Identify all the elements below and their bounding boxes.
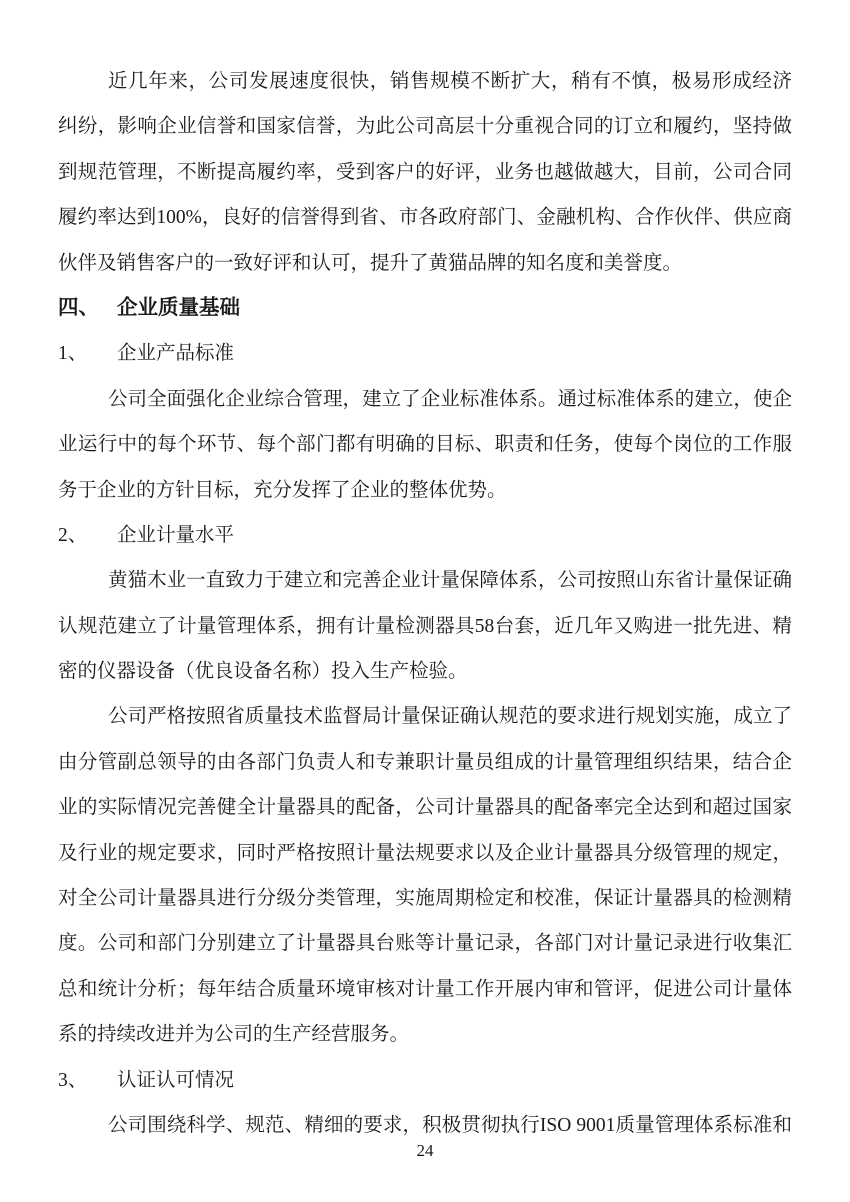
paragraph-line: 由分管副总领导的由各部门负责人和专兼职计量员组成的计量管理组织结果，结合企 [58,751,792,773]
paragraph-line: 密的仪器设备（优良设备名称）投入生产检验。 [58,661,468,683]
heading-title: 企业质量基础 [117,296,240,319]
subheading-row [58,331,792,376]
subheading-number: 3、 [58,1069,88,1091]
document-body [58,59,792,1148]
subheading-title: 企业产品标准 [117,343,235,365]
paragraph-line: 公司围绕科学、规范、精细的要求，积极贯彻执行ISO 9001质量管理体系标准和 [108,1114,792,1136]
paragraph-line: 对全公司计量器具进行分级分类管理，实施周期检定和校准，保证计量器具的检测精 [58,888,792,910]
paragraph-line: 业的实际情况完善健全计量器具的配备，公司计量器具的配备率完全达到和超过国家 [58,797,792,819]
paragraph-line: 业运行中的每个环节、每个部门都有明确的目标、职责和任务，使每个岗位的工作服 [58,434,792,456]
paragraph-line: 公司全面强化企业综合管理，建立了企业标准体系。通过标准体系的建立，使企 [108,388,792,410]
subheading-number: 2、 [58,524,88,546]
subheading-row [58,513,792,558]
subheading-title: 企业计量水平 [117,524,235,546]
paragraph-line: 纠纷，影响企业信誉和国家信誉，为此公司高层十分重视合同的订立和履约，坚持做 [58,116,792,138]
heading-row [58,286,792,331]
paragraph-line: 公司严格按照省质量技术监督局计量保证确认规范的要求进行规划实施，成立了 [108,706,792,728]
paragraph-line: 务于企业的方针目标，充分发挥了企业的整体优势。 [58,479,507,501]
subheading-row [58,1058,792,1103]
paragraph-line: 及行业的规定要求，同时严格按照计量法规要求以及企业计量器具分级管理的规定， [58,842,792,864]
paragraph-line: 伙伴及销售客户的一致好评和认可，提升了黄猫品牌的知名度和美誉度。 [58,252,683,274]
subheading-number: 1、 [58,343,88,365]
paragraph-line: 黄猫木业一直致力于建立和完善企业计量保障体系，公司按照山东省计量保证确 [108,570,792,592]
page-number: 24 [416,1141,434,1160]
heading-number: 四、 [58,296,99,319]
paragraph-line: 度。公司和部门分别建立了计量器具台账等计量记录，各部门对计量记录进行收集汇 [58,933,792,955]
paragraph-line: 认规范建立了计量管理体系，拥有计量检测器具58台套，近几年又购进一批先进、精 [58,615,792,637]
paragraph-line: 近几年来，公司发展速度很快，销售规模不断扩大，稍有不慎，极易形成经济 [108,71,792,92]
paragraph-line: 到规范管理，不断提高履约率，受到客户的好评，业务也越做越大，目前，公司合同 [58,161,792,183]
paragraph-line: 总和统计分析；每年结合质量环境审核对计量工作开展内审和管评，促进公司计量体 [58,978,792,1000]
paragraph-line: 系的持续改进并为公司的生产经营服务。 [58,1024,410,1046]
paragraph-line: 履约率达到100%，良好的信誉得到省、市各政府部门、金融机构、合作伙伴、供应商 [58,207,792,229]
subheading-title: 认证认可情况 [117,1069,235,1091]
